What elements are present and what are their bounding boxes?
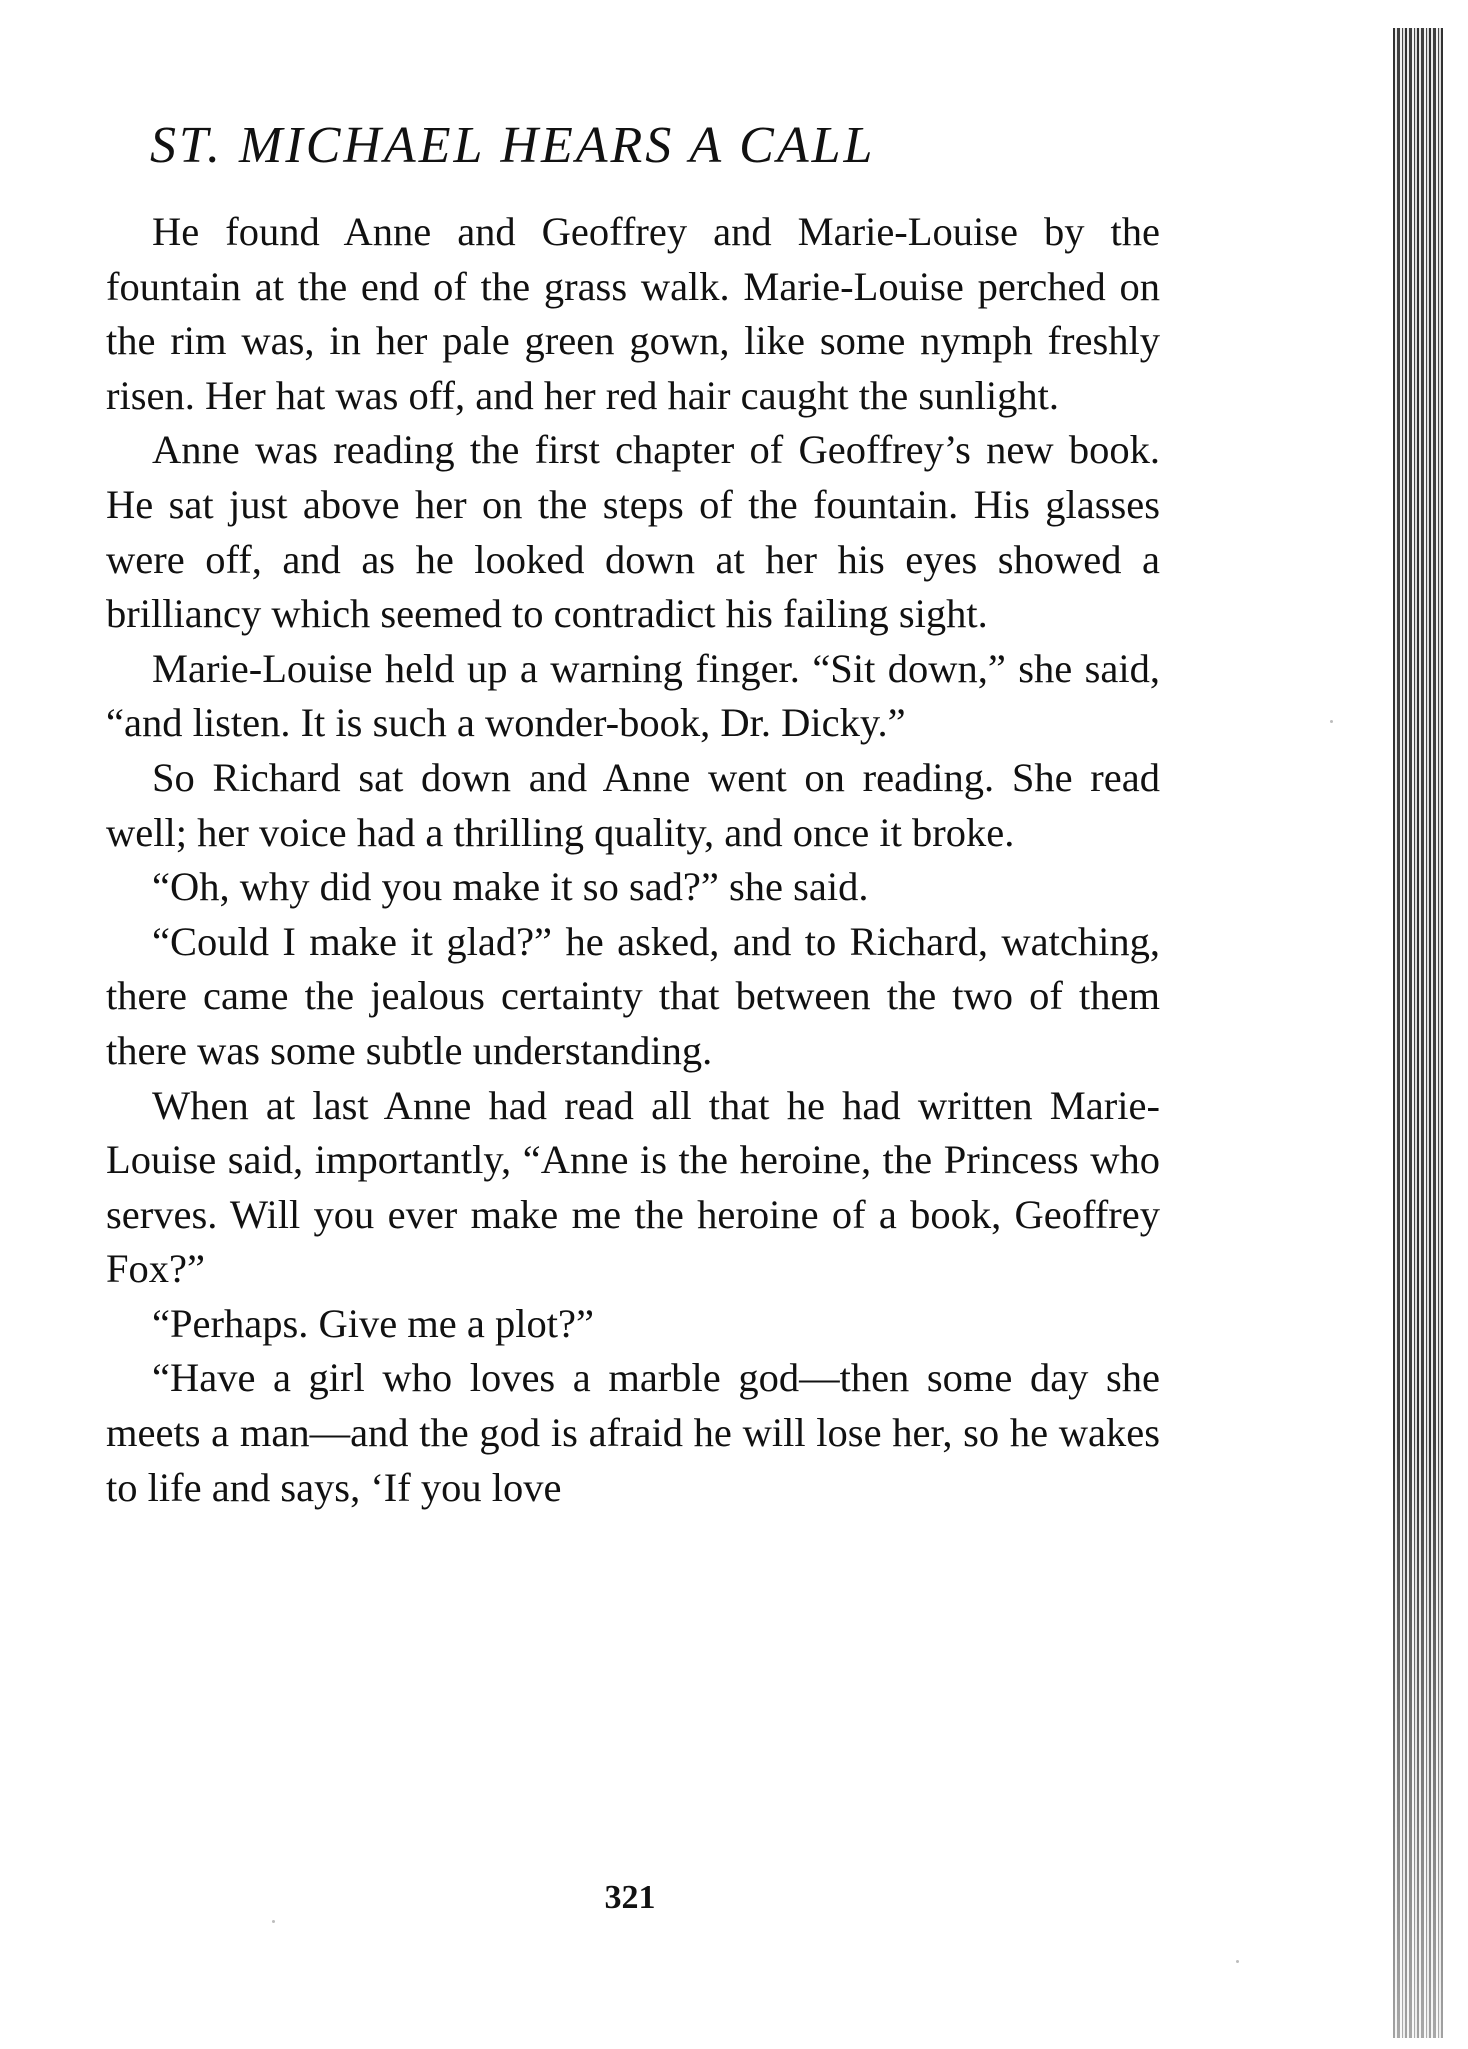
spine-shading <box>1393 28 1443 2038</box>
paragraph: “Could I make it glad?” he asked, and to Richard, watching, there came the jealous certainty that between the two of them there was some subtle understanding. <box>106 918 1160 1073</box>
body-text <box>106 205 1160 1515</box>
paragraph: “Have a girl who loves a marble god—then some day she meets a man—and the god is afraid he will lose her, so he wakes to life and says, ‘If you love <box>106 1355 1160 1510</box>
paragraph: Anne was reading the first chapter of Geoffrey’s new book. He sat just above her on the steps of the fountain. His glasses were off, and as he looked down at her his eyes showed a brilliancy which seemed to contradict his failing sight. <box>106 427 1160 637</box>
paragraph: When at last Anne had read all that he had written Marie-Louise said, importantly, “Anne is the heroine, the Princess who serves. Will you ever make me the heroine of a book, Geoffrey Fox?” <box>106 1082 1160 1292</box>
page-number: 321 <box>604 1879 656 1916</box>
paper-speck <box>1330 720 1333 723</box>
paragraph: So Richard sat down and Anne went on reading. She read well; her voice had a thrilling quality, and once it broke. <box>106 754 1160 855</box>
paper-speck <box>1236 1960 1239 1963</box>
paragraph: Marie-Louise held up a warning finger. “Sit down,” she said, “and listen. It is such a wonder-book, Dr. Dicky.” <box>106 645 1160 746</box>
running-head: ST. MICHAEL HEARS A CALL <box>150 117 876 174</box>
paper-speck <box>272 1920 275 1923</box>
paragraph: He found Anne and Geoffrey and Marie-Louise by the fountain at the end of the grass walk. Marie-Louise perched on the rim was, in her pale green gown, like some nymph freshly risen. Her hat was off, and her red hair caught the sunlight. <box>106 209 1160 418</box>
paragraph: “Oh, why did you make it so sad?” she said. <box>152 864 869 910</box>
paragraph: “Perhaps. Give me a plot?” <box>152 1300 594 1346</box>
